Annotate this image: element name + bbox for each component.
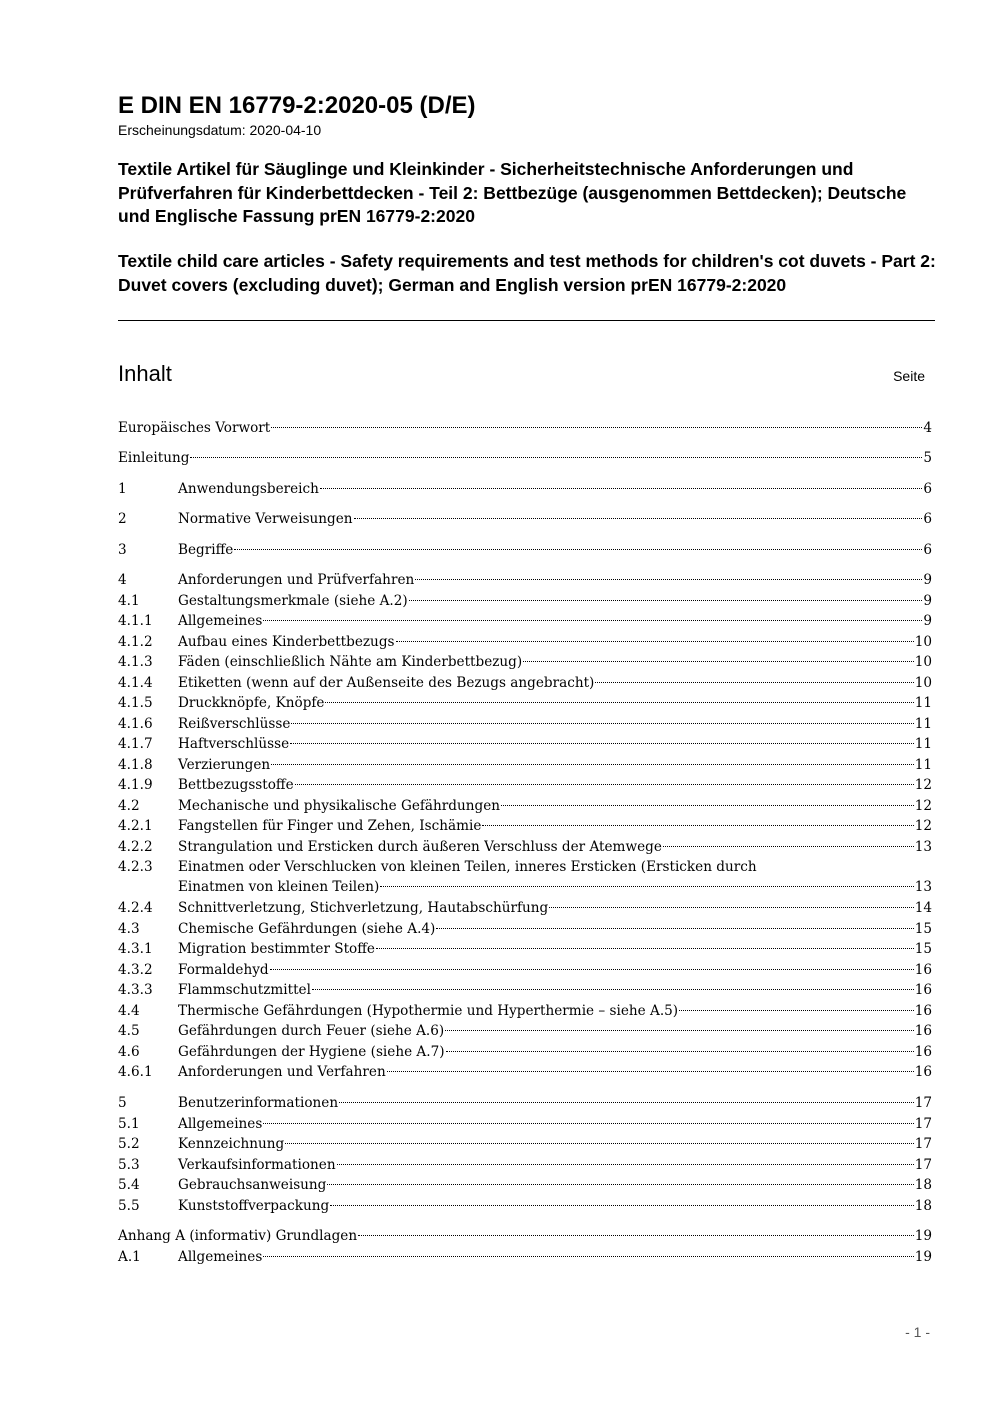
- toc-entry-number: 4.1.6: [118, 716, 153, 732]
- toc-entry-page: 9: [923, 593, 932, 609]
- toc-entry[interactable]: [118, 1093, 932, 1113]
- toc-dot-leader: [523, 661, 914, 662]
- toc-entry[interactable]: [118, 898, 932, 918]
- toc-entry-page: 5: [923, 450, 932, 466]
- toc-entry-number: 4.5: [118, 1023, 140, 1039]
- title-german: Textile Artikel für Säuglinge und Kleinkinder - Sicherheitstechnische Anforderungen und Prüfverfahren für Kinderbettdecken - Teil 2: Bettbezüge (ausgenommen Bettdecken); Deutsche und Englische Fassung prEN 16779-2:2020: [118, 159, 907, 226]
- toc-entry-title: Gefährdungen der Hygiene (siehe A.7): [178, 1044, 445, 1060]
- toc-entry-number: 4.1.1: [118, 613, 153, 629]
- toc-entry-number: 5: [118, 1095, 127, 1111]
- toc-entry[interactable]: [118, 509, 932, 529]
- toc-dot-leader: [380, 886, 913, 887]
- toc-entry-page: 12: [914, 777, 932, 793]
- toc-entry-number: 4.1.9: [118, 777, 153, 793]
- toc-dot-leader: [312, 989, 914, 990]
- toc-dot-leader: [290, 743, 914, 744]
- toc-entry-page: 14: [914, 900, 932, 916]
- toc-entry-number: 4.3.3: [118, 982, 153, 998]
- toc-entry-number: 4.2.1: [118, 818, 153, 834]
- toc-entry-title: Reißverschlüsse: [178, 716, 291, 732]
- toc-dot-leader: [354, 518, 923, 519]
- toc-entry-page: 16: [914, 1023, 932, 1039]
- toc-entry-title: Mechanische und physikalische Gefährdungen: [178, 798, 500, 814]
- toc-dot-leader: [445, 1030, 913, 1031]
- page-number: - 1 -: [905, 1324, 930, 1340]
- toc-entry-title: Verzierungen: [178, 757, 271, 773]
- toc-heading: Inhalt: [118, 361, 172, 386]
- toc-dot-leader: [325, 702, 913, 703]
- toc-entry-title: Verkaufsinformationen: [178, 1157, 336, 1173]
- toc-entry-title: Allgemeines: [178, 1249, 263, 1265]
- toc-entry-title: Allgemeines: [178, 613, 263, 629]
- toc-entry-title: Gebrauchsanweisung: [178, 1177, 327, 1193]
- toc-entry-page: 16: [914, 1044, 932, 1060]
- toc-entry-page: 19: [914, 1228, 932, 1244]
- toc-dot-leader: [415, 579, 922, 580]
- toc-dot-leader: [339, 1102, 914, 1103]
- toc-entry-page: 12: [914, 818, 932, 834]
- toc-entry[interactable]: [118, 1021, 932, 1041]
- toc-entry[interactable]: [118, 796, 932, 816]
- toc-dot-leader: [446, 1051, 914, 1052]
- toc-entry-title: Europäisches Vorwort: [118, 420, 271, 436]
- toc-entry[interactable]: [118, 1247, 932, 1267]
- toc-dot-leader: [396, 641, 914, 642]
- toc-entry-title: Migration bestimmter Stoffe: [178, 941, 375, 957]
- toc-entry-title: Chemische Gefährdungen (siehe A.4): [178, 921, 436, 937]
- toc-dot-leader: [190, 457, 922, 458]
- toc-dot-leader: [501, 805, 914, 806]
- toc-entry-title: Etiketten (wenn auf der Außenseite des Bezugs angebracht): [178, 675, 595, 691]
- toc-entry-title: Aufbau eines Kinderbettbezugs: [178, 634, 395, 650]
- toc-entry[interactable]: [118, 775, 932, 795]
- toc-entry-title: Anhang A (informativ) Grundlagen: [118, 1228, 358, 1244]
- toc-entry[interactable]: [118, 857, 932, 897]
- toc-entry-number: 3: [118, 542, 127, 558]
- toc-dot-leader: [376, 948, 914, 949]
- toc-entry-number: 1: [118, 481, 127, 497]
- toc-dot-leader: [295, 784, 914, 785]
- toc-entry-number: 4.1.7: [118, 736, 153, 752]
- toc-entry-number: 5.3: [118, 1157, 140, 1173]
- toc-entry-number: 5.2: [118, 1136, 140, 1152]
- toc-entry-title: Flammschutzmittel: [178, 982, 311, 998]
- toc-dot-leader: [271, 427, 922, 428]
- toc-entry-page: 17: [914, 1157, 932, 1173]
- toc-dot-leader: [285, 1143, 913, 1144]
- toc-entry-title: Kennzeichnung: [178, 1136, 285, 1152]
- toc-entry[interactable]: [118, 673, 932, 693]
- toc-entry[interactable]: [118, 448, 932, 468]
- toc-entry-title: Kunststoffverpackung: [178, 1198, 330, 1214]
- toc-entry[interactable]: [118, 591, 932, 611]
- toc-dot-leader: [358, 1235, 914, 1236]
- toc-entry-number: A.1: [118, 1249, 141, 1265]
- toc-entry-page: 6: [923, 481, 932, 497]
- toc-entry-page: 13: [914, 839, 932, 855]
- toc-entry-number: 4.3: [118, 921, 140, 937]
- toc-entry-number: 2: [118, 511, 127, 527]
- toc-entry-number: 4: [118, 572, 127, 588]
- toc-entry-number: 4.2.3: [118, 859, 153, 875]
- toc-entry-number: 5.1: [118, 1116, 140, 1132]
- toc-entry[interactable]: [118, 632, 932, 652]
- toc-entry-page: 6: [923, 511, 932, 527]
- toc-entry-page: 16: [914, 1003, 932, 1019]
- toc-entry[interactable]: [118, 611, 932, 631]
- toc-entry-title-continued: Einatmen von kleinen Teilen): [178, 879, 380, 895]
- toc-entry-page: 10: [914, 634, 932, 650]
- toc-dot-leader: [549, 907, 913, 908]
- toc-entry-title: Fäden (einschließlich Nähte am Kinderbettbezug): [178, 654, 523, 670]
- toc-entry-page: 10: [914, 675, 932, 691]
- toc-entry-title: Gestaltungsmerkmale (siehe A.2): [178, 593, 408, 609]
- toc-entry-number: 4.1.2: [118, 634, 153, 650]
- toc-dot-leader: [595, 682, 913, 683]
- toc-entry-page: 15: [914, 921, 932, 937]
- toc-entry-page: 10: [914, 654, 932, 670]
- toc-entry-title: Druckknöpfe, Knöpfe: [178, 695, 325, 711]
- toc-entry[interactable]: [118, 570, 932, 590]
- toc-entry[interactable]: [118, 1001, 932, 1021]
- toc-entry-page: 9: [923, 572, 932, 588]
- toc-entry-page: 18: [914, 1177, 932, 1193]
- toc-entry[interactable]: [118, 1196, 932, 1216]
- toc-entry[interactable]: [118, 1114, 932, 1134]
- toc-entry-title: Formaldehyd: [178, 962, 269, 978]
- title-english: Textile child care articles - Safety requirements and test methods for children's cot duvets - Part 2: Duvet covers (excluding duvet); German and English version prEN 16779-2:2020: [118, 251, 936, 295]
- toc-entry-number: 4.1.4: [118, 675, 153, 691]
- toc-entry-title: Begriffe: [178, 542, 234, 558]
- toc-entry[interactable]: [118, 1134, 932, 1154]
- toc-entry-page: 9: [923, 613, 932, 629]
- toc-dot-leader: [263, 1123, 913, 1124]
- toc-entry-page: 17: [914, 1136, 932, 1152]
- toc-entry-page: 11: [914, 716, 932, 732]
- toc-entry-page: 17: [914, 1095, 932, 1111]
- toc-entry-page: 16: [914, 962, 932, 978]
- toc-entry-title: Einleitung: [118, 450, 190, 466]
- toc-entry-number: 4.2: [118, 798, 140, 814]
- toc-entry-page: 17: [914, 1116, 932, 1132]
- toc-dot-leader: [271, 764, 914, 765]
- toc-entry[interactable]: [118, 714, 932, 734]
- toc-entry[interactable]: [118, 479, 932, 499]
- toc-entry[interactable]: [118, 939, 932, 959]
- toc-entry-number: 4.1.5: [118, 695, 153, 711]
- toc-dot-leader: [337, 1164, 914, 1165]
- toc-entry[interactable]: [118, 919, 932, 939]
- toc-entry[interactable]: [118, 1042, 932, 1062]
- toc-entry[interactable]: [118, 734, 932, 754]
- toc-entry-title: Normative Verweisungen: [178, 511, 353, 527]
- toc-entry-title: Einatmen oder Verschlucken von kleinen Teilen, inneres Ersticken (Ersticken durch: [178, 859, 757, 875]
- toc-entry-title: Anforderungen und Prüfverfahren: [178, 572, 415, 588]
- toc-entry[interactable]: [118, 755, 932, 775]
- toc-entry-page: 12: [914, 798, 932, 814]
- toc-entry[interactable]: [118, 1155, 932, 1175]
- toc-entry-page: 15: [914, 941, 932, 957]
- toc-dot-leader: [263, 1256, 913, 1257]
- toc-entry-page: 19: [914, 1249, 932, 1265]
- toc-entry-title: Benutzerinformationen: [178, 1095, 339, 1111]
- toc-entry-title: Gefährdungen durch Feuer (siehe A.6): [178, 1023, 445, 1039]
- toc-entry-number: 4.3.2: [118, 962, 153, 978]
- toc-entry[interactable]: [118, 693, 932, 713]
- header-divider: [118, 320, 935, 321]
- toc-entry-title: Allgemeines: [178, 1116, 263, 1132]
- toc-entry-number: 4.6.1: [118, 1064, 153, 1080]
- document-id: E DIN EN 16779-2:2020-05 (D/E): [118, 92, 476, 119]
- toc-entry-title: Fangstellen für Finger und Zehen, Ischämie: [178, 818, 482, 834]
- toc-dot-leader: [409, 600, 923, 601]
- toc-entry-number: 5.4: [118, 1177, 140, 1193]
- toc-entry-page: 18: [914, 1198, 932, 1214]
- toc-entry[interactable]: [118, 418, 932, 438]
- toc-dot-leader: [270, 969, 914, 970]
- toc-entry-title: Schnittverletzung, Stichverletzung, Hautabschürfung: [178, 900, 549, 916]
- toc-dot-leader: [663, 846, 914, 847]
- toc-dot-leader: [330, 1205, 914, 1206]
- toc-dot-leader: [234, 549, 922, 550]
- toc-entry-number: 5.5: [118, 1198, 140, 1214]
- toc-entry[interactable]: [118, 980, 932, 1000]
- toc-entry[interactable]: [118, 1226, 932, 1246]
- toc-entry-title: Anwendungsbereich: [178, 481, 319, 497]
- toc-entry-title: Thermische Gefährdungen (Hypothermie und Hyperthermie – siehe A.5): [178, 1003, 679, 1019]
- toc-dot-leader: [291, 723, 913, 724]
- toc-entry-number: 4.2.2: [118, 839, 153, 855]
- toc-entry-number: 4.3.1: [118, 941, 153, 957]
- toc-entry-page: 6: [923, 542, 932, 558]
- toc-entry-number: 4.6: [118, 1044, 140, 1060]
- toc-entry[interactable]: [118, 540, 932, 560]
- toc-entry-number: 4.4: [118, 1003, 140, 1019]
- toc-entry-page: 11: [914, 736, 932, 752]
- toc-entry[interactable]: [118, 652, 932, 672]
- toc-entry-page: 13: [914, 879, 932, 895]
- toc-entry[interactable]: [118, 816, 932, 836]
- toc-entry-number: 4.2.4: [118, 900, 153, 916]
- publication-date: Erscheinungsdatum: 2020-04-10: [118, 122, 322, 138]
- toc-entry-number: 4.1.3: [118, 654, 153, 670]
- toc-dot-leader: [320, 488, 922, 489]
- toc-entry-number: 4.1.8: [118, 757, 153, 773]
- toc-entry-title: Strangulation und Ersticken durch äußeren Verschluss der Atemwege: [178, 839, 662, 855]
- toc-entry-page: 16: [914, 982, 932, 998]
- toc-entry[interactable]: [118, 1062, 932, 1082]
- toc-entry[interactable]: [118, 837, 932, 857]
- toc-entry-page: 4: [923, 420, 932, 436]
- toc-page-heading: Seite: [893, 368, 925, 384]
- toc-entry[interactable]: [118, 1175, 932, 1195]
- toc-entry-title: Haftverschlüsse: [178, 736, 290, 752]
- toc-entry-title: Bettbezugsstoffe: [178, 777, 294, 793]
- toc-entry-page: 16: [914, 1064, 932, 1080]
- toc-dot-leader: [436, 928, 913, 929]
- toc-entry-number: 4.1: [118, 593, 140, 609]
- toc-dot-leader: [263, 620, 922, 621]
- toc-dot-leader: [482, 825, 913, 826]
- toc-entry-page: 11: [914, 757, 932, 773]
- toc-dot-leader: [679, 1010, 914, 1011]
- toc-entry-page: 11: [914, 695, 932, 711]
- toc-entry[interactable]: [118, 960, 932, 980]
- toc-dot-leader: [327, 1184, 913, 1185]
- toc-dot-leader: [387, 1071, 914, 1072]
- toc-entry-title: Anforderungen und Verfahren: [178, 1064, 386, 1080]
